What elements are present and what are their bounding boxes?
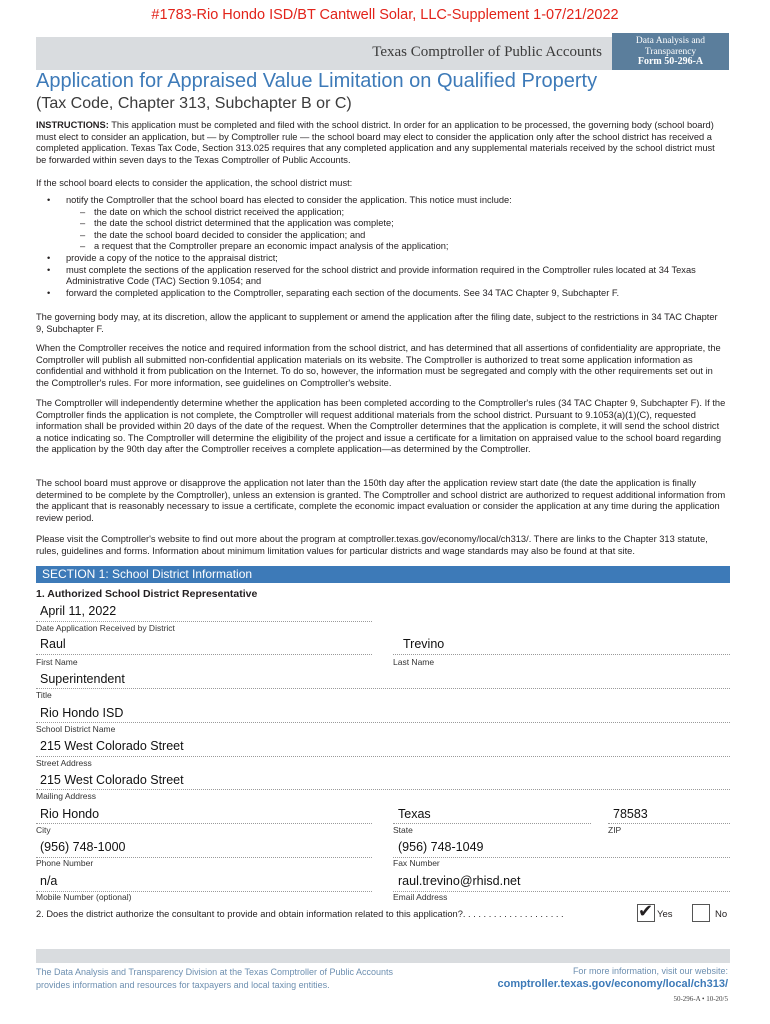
title-field[interactable]: Superintendent — [40, 672, 125, 686]
footer-division-note: The Data Analysis and Transparency Division at the Texas Comptroller of Public Accounts provides information and resources for taxpayers and local taxing entities. — [36, 967, 394, 990]
sub-bullet-item: – the date the school board decided to consider the application; and — [94, 230, 726, 242]
zip-field[interactable]: 78583 — [613, 807, 648, 821]
title-label: Title — [36, 690, 52, 700]
email-label: Email Address — [393, 892, 448, 902]
field-underline — [36, 789, 730, 790]
state-label: State — [393, 825, 413, 835]
division-line-2: Transparency — [644, 46, 697, 57]
no-checkbox[interactable] — [692, 904, 710, 922]
last-name-field[interactable]: Trevino — [403, 637, 445, 651]
date-received-field[interactable]: April 11, 2022 — [40, 604, 117, 618]
mailing-address-label: Mailing Address — [36, 791, 97, 801]
field-underline — [36, 621, 372, 622]
instructions-bullet-list — [36, 195, 726, 299]
instructions-paragraph-3: The governing body may, at its discretion, allow the applicant to supplement or amend the application after the filing date, subject to the restrictions in 34 TAC Chapter 9, Subchapter F. — [36, 312, 718, 334]
instructions-paragraph-2: If the school board elects to consider the application, the school district must: — [36, 178, 353, 188]
first-name-label: First Name — [36, 657, 78, 667]
field-underline — [393, 654, 730, 655]
date-received-label: Date Application Received by District — [36, 623, 175, 633]
city-label: City — [36, 825, 51, 835]
checkmark-icon: ✔ — [638, 901, 654, 921]
field-underline — [393, 823, 591, 824]
school-district-label: School District Name — [36, 724, 116, 734]
field-underline — [608, 823, 730, 824]
field-underline — [36, 688, 730, 689]
mobile-field[interactable]: n/a — [40, 874, 58, 888]
instructions-paragraph-1: INSTRUCTIONS: This application must be completed and filed with the school district. In order for an application to be processed, the governing body (school board) must elect to consider an application, but — by Comptroller rule — the school board may elect to consider the application only after the school district has received a completed application. Texas Tax Code, Section 313.025 requires that any completed application and any supplemental materials received by the school district must be forwarded within seven days to the Texas Comptroller of Public Accounts. — [36, 120, 715, 165]
section-title: SECTION 1: School District Information — [42, 567, 253, 581]
city-field[interactable]: Rio Hondo — [40, 807, 100, 821]
yes-label: Yes — [657, 909, 673, 920]
field-underline — [36, 823, 372, 824]
sub-bullet-item: – the date the school district determined that the application was complete; — [94, 218, 726, 230]
footer-bar — [36, 949, 730, 963]
state-field[interactable]: Texas — [398, 807, 431, 821]
bullet-item: • must complete the sections of the application reserved for the school district and provide information required in the Comptroller rules located at 34 Texas Administrative Code (TAC) Section 9.1054; and — [66, 265, 726, 288]
email-field[interactable]: raul.trevino@rhisd.net — [398, 874, 521, 888]
sub-bullet-item: – a request that the Comptroller prepare an economic impact analysis of the application; — [94, 241, 726, 253]
street-address-field[interactable]: 215 West Colorado Street — [40, 739, 184, 753]
page-subtitle: (Tax Code, Chapter 313, Subchapter B or C) — [36, 95, 352, 112]
fax-field[interactable]: (956) 748-1049 — [398, 840, 484, 854]
question-1-label: 1. Authorized School District Representative — [36, 588, 258, 600]
last-name-label: Last Name — [393, 657, 435, 667]
bullet-item: • provide a copy of the notice to the appraisal district; — [66, 253, 726, 265]
instructions-paragraph-7: Please visit the Comptroller's website to find out more about the program at comptroller.texas.gov/economy/local/ch313/. There are links to the Chapter 313 statute, rules, guidelines and forms. Information about minimum limitation values for particular districts and wage standards may also be found at that site. — [36, 534, 708, 556]
no-label: No — [715, 909, 728, 920]
instructions-paragraph-6: The school board must approve or disapprove the application not later than the 150th day after the application review start date (the date the application is finally determined to be complete by the Comptroller), unless an extension is granted. The Comptroller and school district are authorized to request additional information from the applicant that is reasonably necessary to issue a certificate, complete the economic impact evaluation or consider the application at any time during the application review period. — [36, 478, 726, 523]
mobile-label: Mobile Number (optional) — [36, 892, 132, 902]
field-underline — [36, 654, 372, 655]
zip-label: ZIP — [608, 825, 622, 835]
instructions-paragraph-5: The Comptroller will independently determine whether the application has been completed according to the Comptroller's rules (34 TAC Chapter 9, Subchapter F). If the Comptroller finds the application is not complete, the Comptroller will request additional materials from the school district. Pursuant to 9.1053(a)(1)(C), requested information shall be provided within 20 days of the date of the request. When the Comptroller determines that the application is complete, it will send the school district a notice indicating so. The Comptroller will determine the eligibility of the project and issue a certificate for a limitation on appraised value to the school board regarding the application by the 90th day after the Comptroller receives a complete application—as determined by the Comptroller. — [36, 398, 726, 455]
field-underline — [36, 756, 730, 757]
instructions-label: INSTRUCTIONS: — [36, 120, 109, 130]
first-name-field[interactable]: Raul — [40, 637, 66, 651]
phone-label: Phone Number — [36, 858, 94, 868]
sub-bullet-item: – the date on which the school district received the application; — [94, 207, 726, 219]
question-2-label: 2. Does the district authorize the consultant to provide and obtain information related to this application?. . . . . . . . . . . . . . . . . . . . — [36, 909, 564, 919]
footer-website-link[interactable]: comptroller.texas.gov/economy/local/ch313/ — [497, 978, 728, 990]
agency-name: Texas Comptroller of Public Accounts — [372, 44, 602, 60]
form-number: Form 50-296-A — [637, 56, 704, 67]
instructions-paragraph-4: When the Comptroller receives the notice and required information from the school district, and has determined that all assertions of confidentiality are appropriate, the Comptroller will publish all submitted non-confidential application materials on its website. The Comptroller is authorized to treat some application information as confidential and withhold it from publication on the Internet. To do so, however, the information must be segregated and comply with the other requirements set out in the Comptroller's rules. For more information, see guidelines on Comptroller's website. — [36, 343, 721, 388]
field-underline — [393, 857, 730, 858]
form-revision-code: 50-296-A • 10-20/5 — [673, 995, 728, 1003]
street-address-label: Street Address — [36, 758, 92, 768]
phone-field[interactable]: (956) 748-1000 — [40, 840, 126, 854]
bullet-item: • forward the completed application to the Comptroller, separating each section of the documents. See 34 TAC Chapter 9, Subchapter F. — [66, 288, 726, 300]
division-line-1: Data Analysis and — [635, 36, 706, 46]
form-id-box — [612, 33, 729, 70]
school-district-field[interactable]: Rio Hondo ISD — [40, 706, 124, 720]
page-title: Application for Appraised Value Limitation on Qualified Property — [36, 70, 598, 92]
mailing-address-field[interactable]: 215 West Colorado Street — [40, 773, 184, 787]
footer-visit-text: For more information, visit our website: — [572, 966, 728, 976]
fax-label: Fax Number — [393, 858, 440, 868]
bullet-item: • notify the Comptroller that the school board has elected to consider the application. This notice must include: – the date on which the school district received the application; – the date the school district determined that the application was complete; – the date the school board decided to consider the application; and – a request that the Comptroller prepare an economic impact analysis of the application; — [66, 195, 726, 253]
field-underline — [36, 722, 730, 723]
document-stamp: #1783-Rio Hondo ISD/BT Cantwell Solar, LLC-Supplement 1-07/21/2022 — [151, 7, 619, 23]
